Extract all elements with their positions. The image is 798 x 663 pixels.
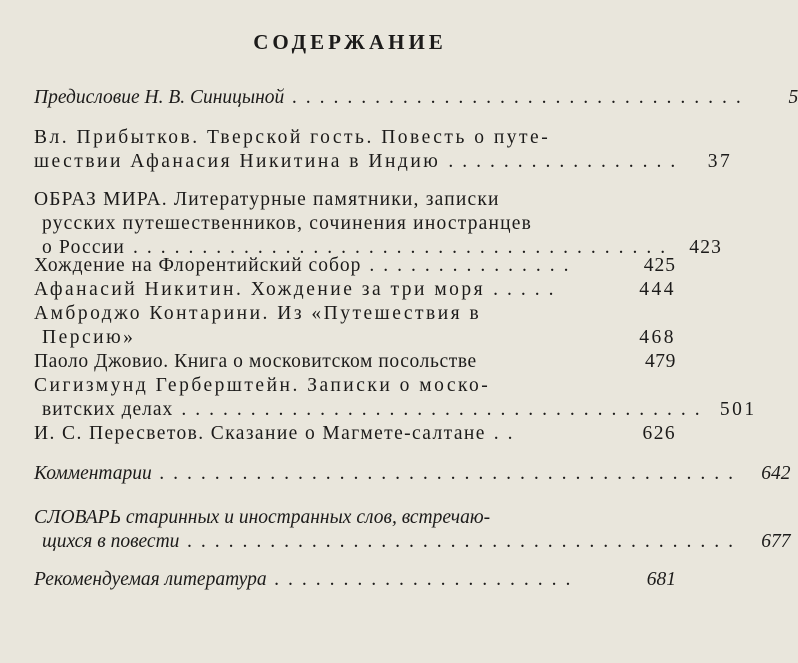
toc-entry-glossary — [34, 506, 791, 554]
toc-page-number: 425 — [643, 255, 676, 276]
toc-entry-tverskoy-gost — [34, 126, 733, 174]
toc-page-number: 468 — [639, 327, 676, 348]
leader-dots: ........................................ — [187, 531, 743, 552]
toc-page-number: 37 — [707, 151, 733, 172]
leader-dots — [477, 350, 628, 374]
leader-dots: ..... — [493, 279, 563, 300]
leader-dots: .......................................... — [159, 463, 743, 484]
toc-entry-contarini — [34, 302, 676, 350]
toc-entry-title: Афанасий Никитин. Хождение за три моря — [34, 279, 486, 300]
toc-entry-peresvetov — [34, 422, 676, 446]
leader-dots — [135, 326, 628, 350]
leader-dots: ....................................... — [133, 237, 675, 258]
toc-entry-preface — [34, 86, 798, 110]
toc-page-number: 681 — [646, 569, 676, 590]
toc-page-number: 642 — [761, 463, 791, 484]
toc-entry-title-cont: витских делах — [42, 399, 174, 420]
leader-dots: ............... — [369, 255, 578, 276]
toc-entry-herberstein — [34, 374, 757, 422]
toc-entry-title: Паоло Джовио. Книга о московитском посольстве — [34, 351, 477, 372]
leader-dots: ................................. — [292, 87, 751, 108]
toc-entry-title: Рекомендуемая литература — [34, 569, 267, 590]
toc-entry-giovio — [34, 350, 676, 374]
toc-entry-title-cont: о России — [42, 237, 126, 258]
page-title: СОДЕРЖАНИЕ — [253, 30, 447, 54]
toc-entry-title: Хождение на Флорентийский собор — [34, 255, 362, 276]
toc-entry-title-cont: щихся в повести — [42, 531, 180, 552]
toc-entry-commentary — [34, 462, 791, 486]
toc-entry-florence — [34, 254, 676, 278]
toc-entry-title: Комментарии — [34, 463, 152, 484]
toc-entry-recommended-reading — [34, 568, 676, 592]
toc-entry-title: Амброджо Контарини. Из «Путешествия в — [34, 303, 482, 324]
toc-page-number: 5 — [788, 87, 798, 108]
toc-entry-title: Вл. Прибытков. Тверской гость. Повесть о путе- — [34, 127, 551, 148]
toc-entry-nikitin — [34, 278, 676, 302]
leader-dots: ...................... — [274, 569, 580, 590]
toc-entry-title: ОБРАЗ МИРА. Литературные памятники, записки — [34, 189, 500, 210]
toc-page-number: 626 — [642, 423, 676, 444]
toc-entry-title-cont: русских путешественников, сочинения иностранцев — [42, 213, 533, 234]
toc-entry-title: Предисловие Н. В. Синицыной — [34, 87, 285, 108]
leader-dots: ...................................... — [181, 399, 709, 420]
toc-page-number: 677 — [761, 531, 791, 552]
toc-entry-title-cont: шествии Афанасия Никитина в Индию — [34, 151, 441, 172]
toc-entry-obraz-mira — [34, 188, 723, 260]
toc-page-number: 444 — [639, 279, 676, 300]
toc-entry-title: Сигизмунд Герберштейн. Записки о моско- — [34, 375, 491, 396]
toc-entry-title: И. С. Пересветов. Сказание о Магмете-салтане — [34, 423, 486, 444]
show-through-text — [0, 2, 700, 22]
leader-dots: .. — [493, 423, 522, 444]
toc-page-number: 501 — [719, 399, 757, 420]
toc-entry-title-cont: Персию» — [42, 327, 136, 348]
toc-page-number: 479 — [644, 351, 676, 372]
toc-page-number: 423 — [689, 237, 723, 258]
leader-dots: ................. — [448, 151, 685, 172]
toc-entry-title: СЛОВАРЬ старинных и иностранных слов, встречаю- — [34, 507, 491, 528]
